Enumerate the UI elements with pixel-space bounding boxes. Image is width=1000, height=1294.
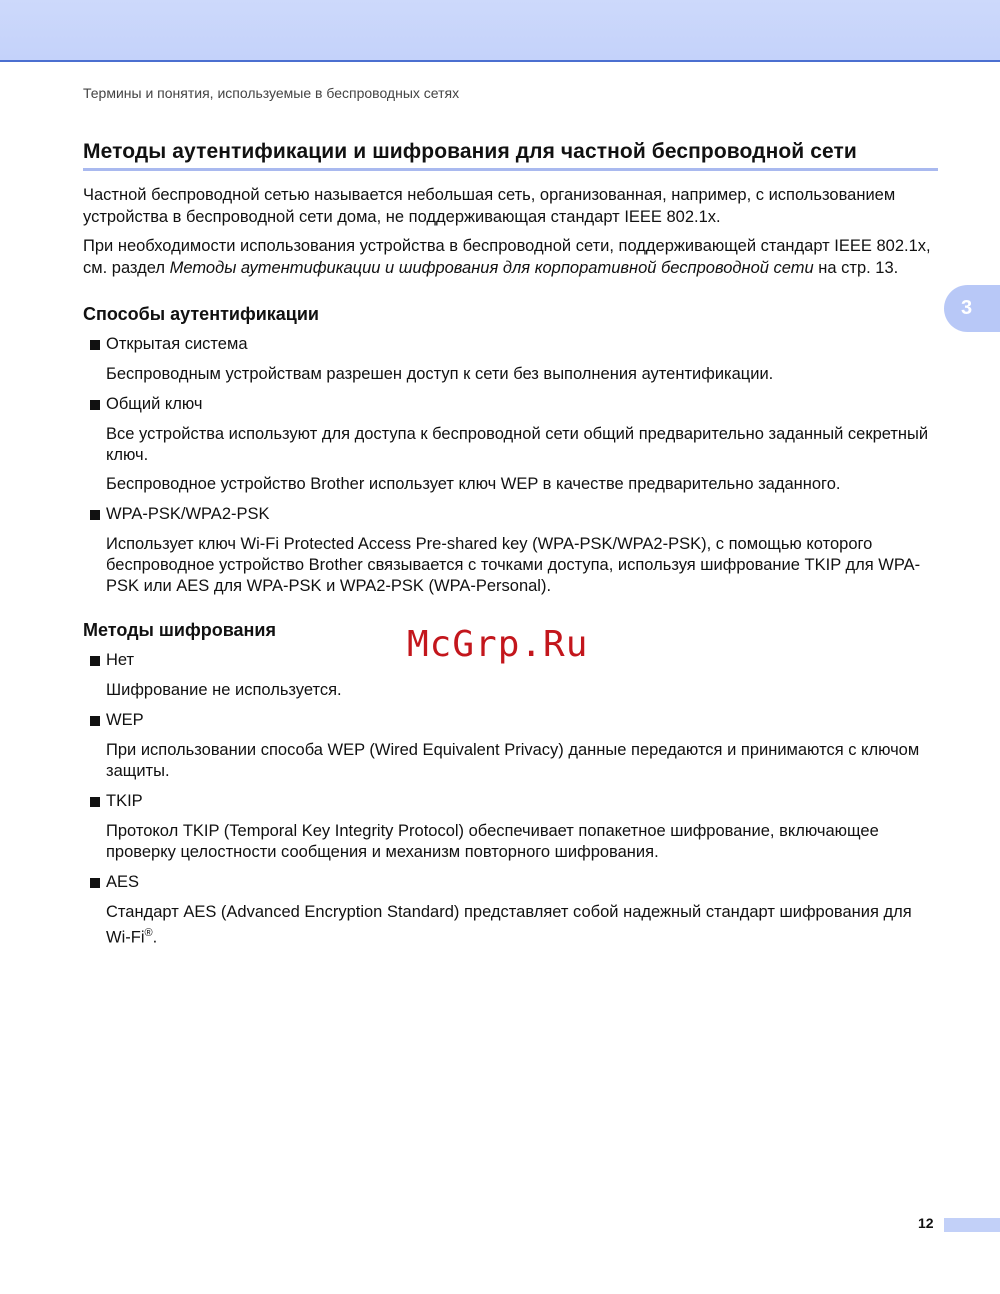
item-description: Шифрование не используется.: [106, 681, 342, 699]
aes-desc-end: .: [152, 928, 158, 947]
watermark: McGrp.Ru: [407, 624, 589, 665]
item-description: Все устройства используют для доступа к беспроводной сети общий предварительно заданный секретный ключ.: [106, 425, 929, 464]
intro-paragraph-2: [83, 236, 938, 279]
item-description: [106, 902, 938, 949]
list-item: [83, 394, 938, 495]
list-item: [83, 872, 938, 949]
item-label: Нет: [106, 651, 135, 669]
item-label: WPA-PSK/WPA2-PSK: [106, 505, 270, 523]
intro-p2-end: на стр. 13.: [813, 258, 899, 277]
encryption-heading: Методы шифрования: [83, 620, 276, 640]
chapter-tab: [944, 285, 1000, 332]
registered-mark: ®: [144, 927, 153, 939]
intro-paragraph-1: Частной беспроводной сетью называется небольшая сеть, организованная, например, с использованием устройства в беспроводной сети дома, не поддерживающая стандарт IEEE 802.1x.: [83, 186, 896, 226]
item-description: Использует ключ Wi-Fi Protected Access Pre-shared key (WPA-PSK/WPA2-PSK), с помощью которого беспроводное устройство Brother связывается с точками доступа, используя шифрование TKIP для WPA-PSK или AES для WPA-PSK и WPA2-PSK (WPA-Personal).: [106, 535, 921, 595]
item-label: Открытая система: [106, 335, 248, 353]
page-title: Методы аутентификации и шифрования для частной беспроводной сети: [83, 140, 938, 171]
item-description: Беспроводное устройство Brother использует ключ WEP в качестве предварительно заданного.: [106, 475, 841, 493]
item-label: TKIP: [106, 792, 143, 810]
intro-p2-text: При необходимости использования устройства в беспроводной сети, поддерживающей стандарт IEEE 802.1x, см. раздел: [83, 237, 931, 277]
list-item: [83, 504, 938, 597]
chapter-number: 3: [961, 297, 973, 319]
page-number: 12: [918, 1215, 934, 1231]
encryption-list: [83, 650, 938, 949]
square-bullet-icon: [90, 797, 100, 807]
list-item: [83, 710, 938, 782]
auth-heading: Способы аутентификации: [83, 304, 319, 324]
auth-list: [83, 334, 938, 597]
square-bullet-icon: [90, 716, 100, 726]
square-bullet-icon: [90, 510, 100, 520]
square-bullet-icon: [90, 656, 100, 666]
header-band: [0, 0, 1000, 60]
item-label: AES: [106, 873, 140, 891]
item-description: При использовании способа WEP (Wired Equivalent Privacy) данные передаются и принимаются с ключом защиты.: [106, 741, 920, 780]
running-header: Термины и понятия, используемые в беспроводных сетях: [83, 85, 460, 101]
header-rule: [0, 60, 1000, 62]
list-item: [83, 791, 938, 863]
item-description: Протокол TKIP (Temporal Key Integrity Protocol) обеспечивает попакетное шифрование, включающее проверку целостности сообщения и механизм повторного шифрования.: [106, 822, 879, 861]
square-bullet-icon: [90, 400, 100, 410]
item-label: WEP: [106, 711, 144, 729]
footer-bar: [944, 1218, 1000, 1232]
item-description: Беспроводным устройствам разрешен доступ к сети без выполнения аутентификации.: [106, 365, 774, 383]
aes-desc-text: Стандарт AES (Advanced Encryption Standard) представляет собой надежный стандарт шифрования для Wi-Fi: [106, 903, 912, 947]
square-bullet-icon: [90, 340, 100, 350]
page-content: [83, 140, 938, 949]
square-bullet-icon: [90, 878, 100, 888]
list-item: [83, 334, 938, 385]
cross-reference-link[interactable]: Методы аутентификации и шифрования для корпоративной беспроводной сети: [169, 258, 814, 277]
item-label: Общий ключ: [106, 395, 203, 413]
